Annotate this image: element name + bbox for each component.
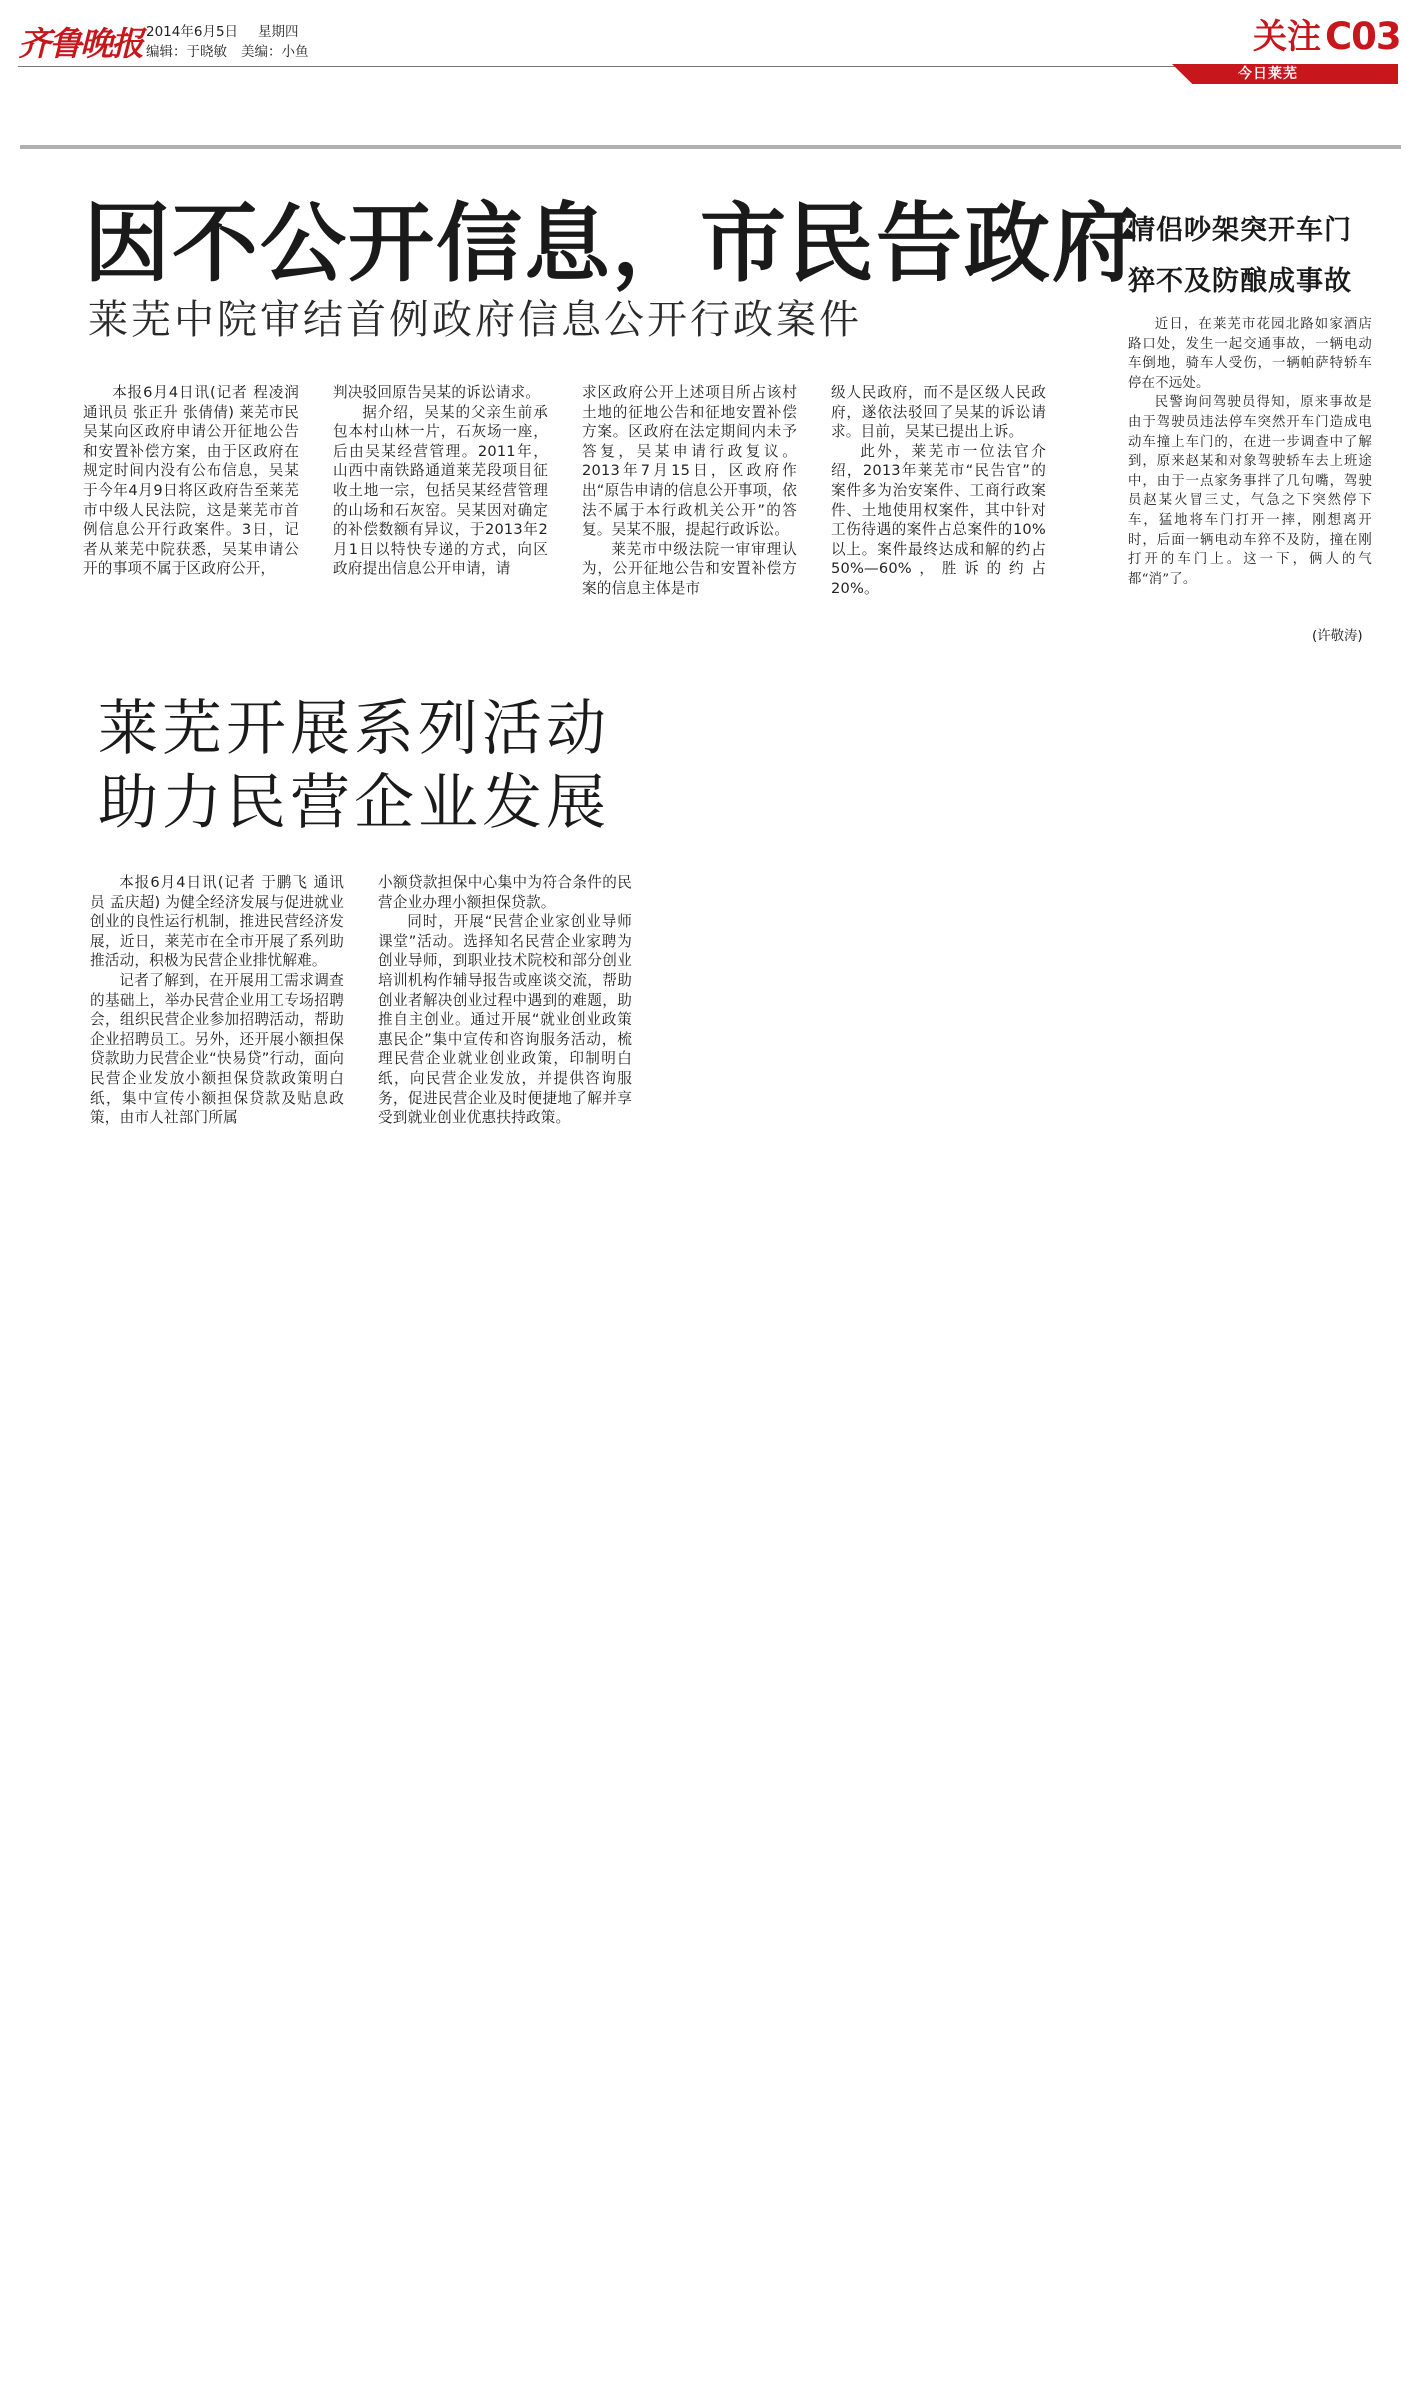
page-number: C03	[1325, 15, 1401, 58]
article-paragraph: 小额贷款担保中心集中为符合条件的民营企业办理小额担保贷款。	[378, 874, 632, 911]
section-title: 关注	[1253, 17, 1321, 57]
side-article-byline: (许敬涛)	[1312, 629, 1363, 644]
article-headline: 因不公开信息，市民告政府	[84, 194, 1140, 294]
article-paragraph: 近日，在莱芜市花园北路如家酒店路口处，发生一起交通事故，一辆电动车倒地，骑车人受伤，一辆帕萨特轿车停在不远处。	[1128, 317, 1372, 391]
article-paragraph: 级人民政府，而不是区级人民政府，遂依法驳回了吴某的诉讼请求。目前，吴某已提出上诉。	[831, 384, 1046, 441]
second-article-column-1	[90, 873, 344, 1128]
side-article-headline	[1128, 205, 1352, 307]
newspaper-logo: 齐鲁晚报	[18, 24, 142, 63]
side-headline-line: 情侣吵架突开车门	[1128, 215, 1352, 246]
issue-meta	[146, 22, 323, 62]
article-paragraph: 本报6月4日讯(记者 程凌润 通讯员 张正升 张倩倩) 莱芜市民吴某向区政府申请公开征地公告和安置补偿方案，由于区政府在规定时间内没有公布信息，吴某于今年4月9日将区政府告至莱芜市中级人民法院，这是莱芜市首例信息公开行政案件。3日，记者从莱芜中院获悉，吴某申请公开的事项不属于区政府公开，	[83, 384, 299, 578]
header-divider	[18, 66, 1288, 67]
article-paragraph: 此外，莱芜市一位法官介绍，2013年莱芜市“民告官”的案件多为治安案件、工商行政案件、土地使用权案件，其中针对工伤待遇的案件占总案件的10%以上。案件最终达成和解的约占50%—60%，胜诉的约占20%。	[831, 442, 1046, 597]
article-column-2	[333, 383, 548, 579]
second-article-column-2	[378, 873, 632, 1128]
article-paragraph: 求区政府公开上述项目所占该村土地的征地公告和征地安置补偿方案。区政府在法定期间内未予答复，吴某申请行政复议。2013年7月15日，区政府作出“原告申请的信息公开事项，依法不属于本行政机关公开”的答复。吴某不服，提起行政诉讼。	[582, 384, 797, 539]
second-article-headline	[98, 692, 610, 840]
article-paragraph: 民警询问驾驶员得知，原来事故是由于驾驶员违法停车突然开车门造成电动车撞上车门的，在进一步调查中了解到，原来赵某和对象驾驶轿车去上班途中，由于一点家务事拌了几句嘴，驾驶员赵某火冒三丈，气急之下突然停下车，猛地将车门打开一摔，刚想离开时，后面一辆电动车猝不及防，撞在刚打开的车门上。这一下，俩人的气都“消”了。	[1128, 395, 1372, 587]
side-article-body	[1128, 315, 1372, 589]
article-paragraph: 记者了解到，在开展用工需求调查的基础上，举办民营企业用工专场招聘会，组织民营企业参加招聘活动，帮助企业招聘员工。另外，还开展小额担保贷款助力民营企业“快易贷”行动，面向民营企业发放小额担保贷款政策明白纸，集中宣传小额担保贷款及贴息政策，由市人社部门所属	[90, 971, 344, 1127]
editor-credit: 编辑：于晓敏	[146, 44, 227, 60]
headline-line: 莱芜开展系列活动	[98, 694, 610, 764]
article-paragraph: 据介绍，吴某的父亲生前承包本村山林一片，石灰场一座，后由吴某经营管理。2011年，山西中南铁路通道莱芜段项目征收土地一宗，包括吴某经营管理的山场和石灰窑。吴某因对确定的补偿数额有异议，于2013年2月1日以特快专递的方式，向区政府提出信息公开申请，请	[333, 403, 548, 578]
article-subheadline: 莱芜中院审结首例政府信息公开行政案件	[88, 297, 862, 343]
article-paragraph: 判决驳回原告吴某的诉讼请求。	[333, 384, 541, 401]
designer-credit: 美编：小鱼	[241, 44, 309, 60]
article-column-4	[831, 383, 1046, 599]
page-top-rule	[20, 145, 1401, 149]
article-column-3	[582, 383, 797, 599]
article-column-1	[83, 383, 299, 579]
headline-line: 助力民营企业发展	[98, 768, 610, 838]
issue-weekday: 星期四	[258, 24, 299, 40]
article-paragraph: 本报6月4日讯(记者 于鹏飞 通讯员 孟庆超) 为健全经济发展与促进就业创业的良性运行机制，推进民营经济发展，近日，莱芜市在全市开展了系列助推活动，积极为民营企业排忧解难。	[90, 874, 344, 970]
side-headline-line: 猝不及防酿成事故	[1128, 266, 1352, 297]
issue-date: 2014年6月5日	[146, 24, 239, 40]
section-subtitle: 今日莱芜	[1238, 66, 1298, 82]
article-paragraph: 莱芜市中级法院一审审理认为，公开征地公告和安置补偿方案的信息主体是市	[582, 540, 797, 597]
article-paragraph: 同时，开展“民营企业家创业导师课堂”活动。选择知名民营企业家聘为创业导师，到职业技术院校和部分创业培训机构作辅导报告或座谈交流，帮助创业者解决创业过程中遇到的难题，助推自主创业。通过开展“就业创业政策惠民企”集中宣传和咨询服务活动，梳理民营企业就业创业政策，印制明白纸，向民营企业发放，并提供咨询服务，促进民营企业及时便捷地了解并享受到就业创业优惠扶持政策。	[378, 913, 632, 1127]
